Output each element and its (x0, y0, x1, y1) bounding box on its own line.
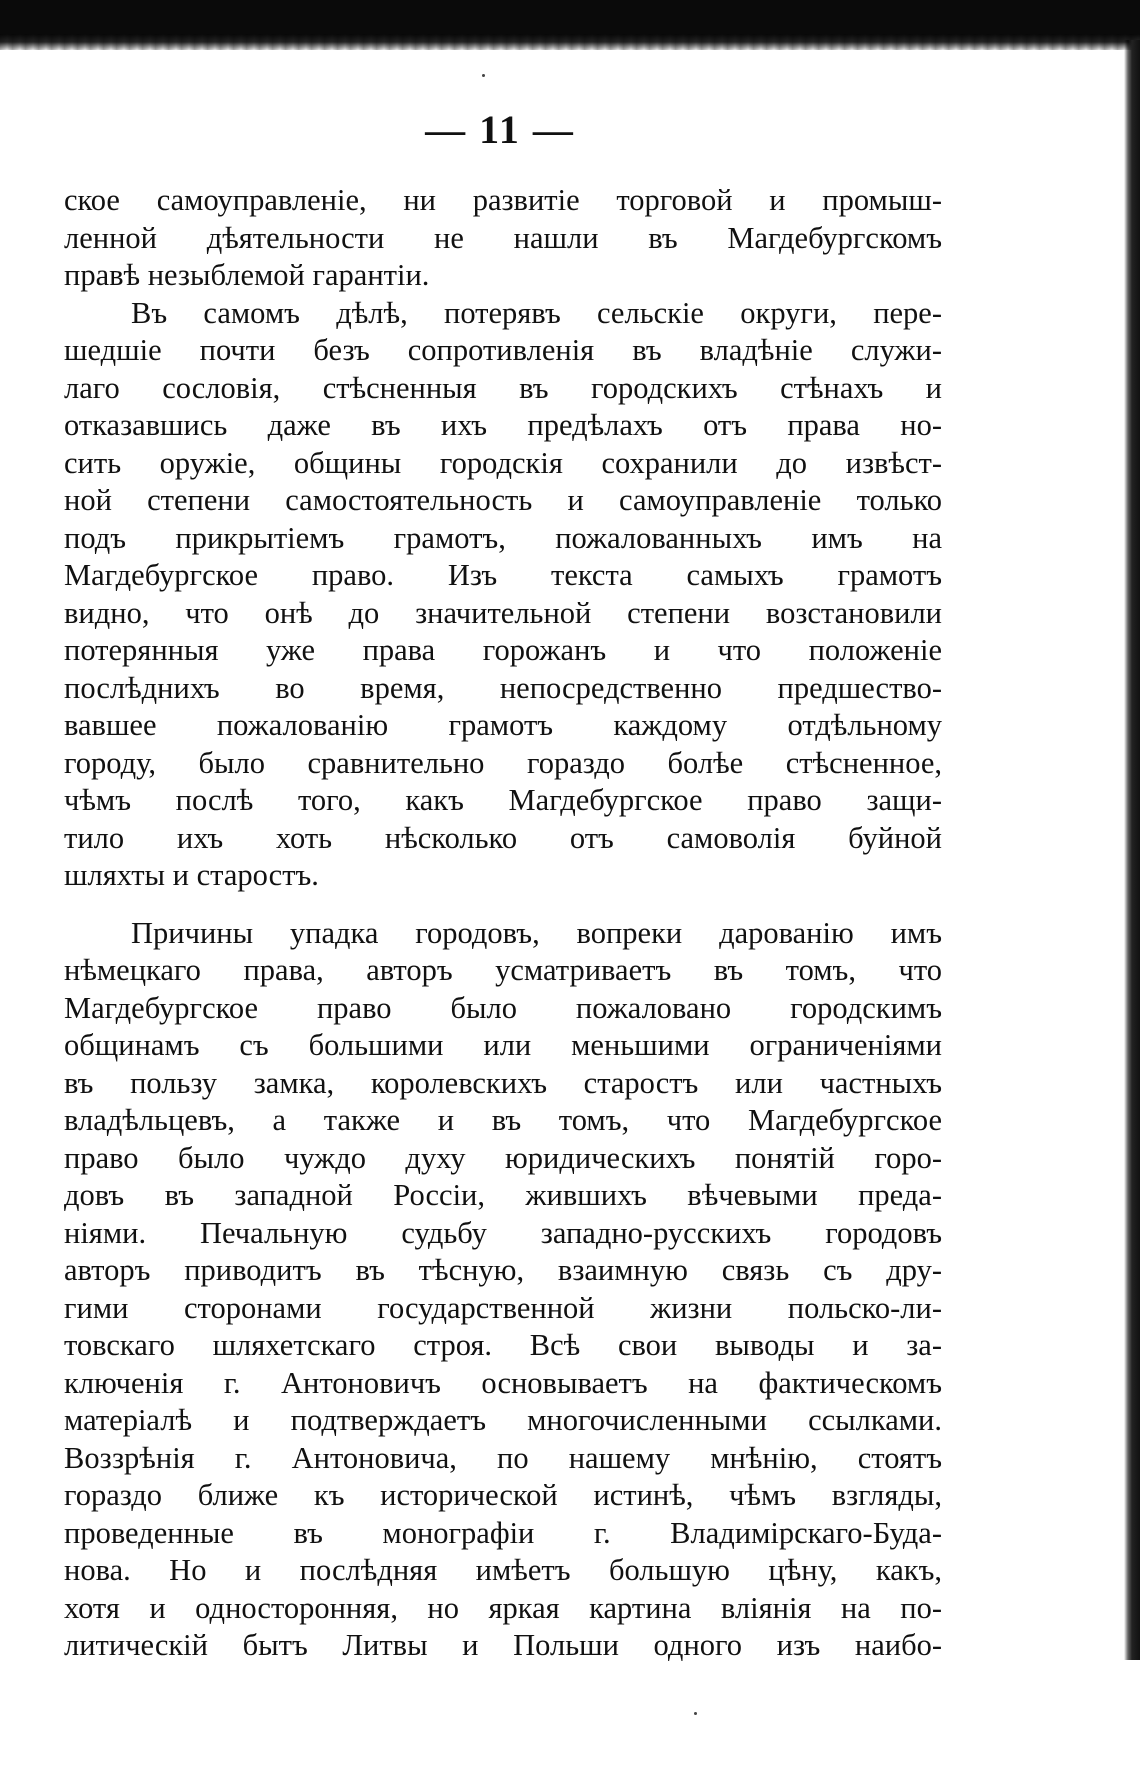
page-number: — 11 — (425, 107, 575, 152)
text-line: сить оружіе, общины городскія сохранили до извѣст- (64, 445, 942, 480)
text-line: послѣднихъ во время, непосредственно предшество- (64, 670, 942, 705)
text-line: Магдебургское право. Изъ текста самыхъ грамотъ (64, 558, 942, 592)
text-line: ленной дѣятельности не нашли въ Магдебургскомъ (64, 220, 942, 255)
page-body (64, 182, 942, 1665)
scan-speck (694, 1712, 697, 1715)
text-line: право было чуждо духу юридическихъ понятій горо- (64, 1140, 942, 1175)
text-line: ной степени самостоятельность и самоуправленіе только (64, 483, 942, 517)
text-line: общинамъ съ большими или меньшими ограниченіями (64, 1028, 942, 1062)
scan-right-edge (1124, 40, 1140, 1660)
text-line: гими сторонами государственной жизни польско-ли- (64, 1290, 942, 1325)
text-line: лаго сословія, стѣсненныя въ городскихъ стѣнахъ и (64, 370, 942, 405)
text-line: Воззрѣнія г. Антоновича, по нашему мнѣнію, стоятъ (64, 1440, 942, 1475)
text-line: ніями. Печальную судьбу западно-русскихъ городовъ (64, 1215, 942, 1250)
text-line: вавшее пожалованію грамотъ каждому отдѣльному (64, 708, 942, 742)
text-line: литическій бытъ Литвы и Польши одного изъ наибо- (64, 1628, 942, 1662)
paragraph-gap (64, 895, 942, 915)
scan-speck (482, 74, 485, 77)
text-line: проведенные въ монографіи г. Владимірскаго-Буда- (64, 1515, 942, 1550)
text-line: Магдебургское право было пожаловано городскимъ (64, 990, 942, 1025)
text-line: довъ въ западной Россіи, жившихъ вѣчевыми преда- (64, 1178, 942, 1212)
text-line: ское самоуправленіе, ни развитіе торговой и промыш- (64, 183, 942, 217)
text-line: нова. Но и послѣдняя имѣетъ большую цѣну, какъ, (64, 1553, 942, 1587)
text-line: авторъ приводитъ въ тѣсную, взаимную связь съ дру- (64, 1253, 942, 1287)
paragraph (64, 915, 942, 1665)
paragraph (64, 182, 942, 295)
paragraph (64, 295, 942, 895)
text-line: потерянныя уже права горожанъ и что положеніе (64, 633, 942, 667)
text-line: шедшіе почти безъ сопротивленія въ владѣніе служи- (64, 333, 942, 367)
text-line: товскаго шляхетскаго строя. Всѣ свои выводы и за- (64, 1328, 942, 1362)
scan-top-edge (0, 0, 1140, 50)
text-line: гораздо ближе къ исторической истинѣ, чѣмъ взгляды, (64, 1478, 942, 1512)
text-line: чѣмъ послѣ того, какъ Магдебургское право защи- (64, 783, 942, 817)
text-line: въ пользу замка, королевскихъ старостъ или частныхъ (64, 1065, 942, 1100)
text-line: Въ самомъ дѣлѣ, потерявъ сельскіе округи, пере- (131, 295, 942, 330)
text-line: Причины упадка городовъ, вопреки дарованію имъ (131, 915, 942, 950)
text-line: видно, что онѣ до значительной степени возстановили (64, 595, 942, 630)
text-line: правѣ незыблемой гарантіи. (64, 258, 430, 292)
text-line: владѣльцевъ, а также и въ томъ, что Магдебургское (64, 1103, 942, 1137)
text-line: нѣмецкаго права, авторъ усматриваетъ въ томъ, что (64, 953, 942, 987)
text-line: тило ихъ хоть нѣсколько отъ самоволія буйной (64, 820, 942, 855)
text-line: шляхты и старостъ. (64, 858, 319, 892)
text-line: хотя и односторонняя, но яркая картина вліянія на по- (64, 1590, 942, 1625)
text-line: городу, было сравнительно гораздо болѣе стѣсненное, (64, 745, 942, 780)
text-line: ключенія г. Антоновичъ основываетъ на фактическомъ (64, 1365, 942, 1400)
text-line: матеріалѣ и подтверждаетъ многочисленными ссылками. (64, 1403, 942, 1437)
text-line: подъ прикрытіемъ грамотъ, пожалованныхъ имъ на (64, 520, 942, 555)
text-line: отказавшись даже въ ихъ предѣлахъ отъ права но- (64, 408, 942, 442)
